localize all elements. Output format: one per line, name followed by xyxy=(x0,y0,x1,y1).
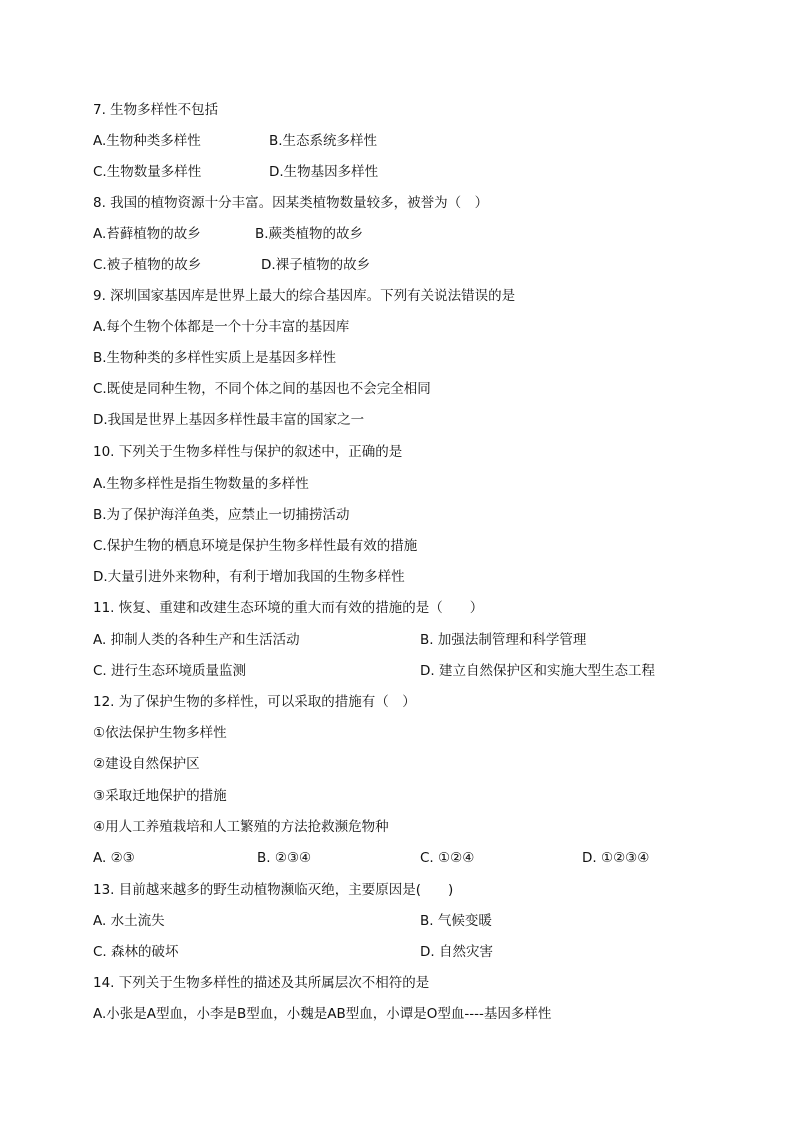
question-9-stem: 9. 深圳国家基因库是世界上最大的综合基因库。下列有关说法错误的是 xyxy=(93,288,516,304)
question-11-stem: 11. 恢复、重建和改建生态环境的重大而有效的措施的是（ ） xyxy=(93,600,484,616)
question-8-option-b: B.蕨类植物的故乡 xyxy=(255,226,364,242)
question-8-stem: 8. 我国的植物资源十分丰富。因某类植物数量较多，被誉为（ ） xyxy=(93,195,489,211)
question-12-option-c: C. ①②④ xyxy=(420,850,475,866)
question-13-stem: 13. 目前越来越多的野生动植物濒临灭绝，主要原因是( ) xyxy=(93,882,454,898)
question-14-stem: 14. 下列关于生物多样性的描述及其所属层次不相符的是 xyxy=(93,975,430,991)
question-13-option-a: A. 水土流失 xyxy=(93,913,165,929)
question-11-option-a: A. 抑制人类的各种生产和生活活动 xyxy=(93,632,300,648)
question-12-option-b: B. ②③④ xyxy=(257,850,312,866)
question-12-item-4: ④用人工养殖栽培和人工繁殖的方法抢救濒危物种 xyxy=(93,819,389,835)
question-7-option-c: C.生物数量多样性 xyxy=(93,164,202,180)
question-7-option-b: B.生态系统多样性 xyxy=(269,133,378,149)
question-12-option-a: A. ②③ xyxy=(93,850,135,866)
question-8-option-d: D.裸子植物的故乡 xyxy=(261,257,371,273)
question-7-stem: 7. 生物多样性不包括 xyxy=(93,102,219,118)
question-8-option-c: C.被子植物的故乡 xyxy=(93,257,202,273)
question-12-item-2: ②建设自然保护区 xyxy=(93,756,200,772)
question-7-option-d: D.生物基因多样性 xyxy=(269,164,379,180)
question-12-item-1: ①依法保护生物多样性 xyxy=(93,725,227,741)
question-12-stem: 12. 为了保护生物的多样性，可以采取的措施有（ ） xyxy=(93,694,416,710)
question-12-option-d: D. ①②③④ xyxy=(582,850,650,866)
question-9-option-b: B.生物种类的多样性实质上是基因多样性 xyxy=(93,350,337,366)
question-10-stem: 10. 下列关于生物多样性与保护的叙述中，正确的是 xyxy=(93,444,403,460)
question-14-option-a: A.小张是A型血，小李是B型血，小魏是AB型血，小谭是O型血----基因多样性 xyxy=(93,1006,552,1022)
question-10-option-d: D.大量引进外来物种，有利于增加我国的生物多样性 xyxy=(93,569,405,585)
question-11-option-c: C. 进行生态环境质量监测 xyxy=(93,663,247,679)
question-13-option-d: D. 自然灾害 xyxy=(420,944,493,960)
question-7-option-a: A.生物种类多样性 xyxy=(93,133,201,149)
question-10-option-b: B.为了保护海洋鱼类，应禁止一切捕捞活动 xyxy=(93,507,350,523)
question-9-option-a: A.每个生物个体都是一个十分丰富的基因库 xyxy=(93,319,350,335)
question-13-option-c: C. 森林的破坏 xyxy=(93,944,179,960)
question-10-option-a: A.生物多样性是指生物数量的多样性 xyxy=(93,476,309,492)
question-8-option-a: A.苔藓植物的故乡 xyxy=(93,226,201,242)
question-10-option-c: C.保护生物的栖息环境是保护生物多样性最有效的措施 xyxy=(93,538,418,554)
question-12-item-3: ③采取迁地保护的措施 xyxy=(93,788,227,804)
question-11-option-d: D. 建立自然保护区和实施大型生态工程 xyxy=(420,663,655,679)
question-9-option-d: D.我国是世界上基因多样性最丰富的国家之一 xyxy=(93,412,365,428)
question-11-option-b: B. 加强法制管理和科学管理 xyxy=(420,632,587,648)
question-13-option-b: B. 气候变暖 xyxy=(420,913,492,929)
question-9-option-c: C.既使是同种生物，不同个体之间的基因也不会完全相同 xyxy=(93,381,431,397)
